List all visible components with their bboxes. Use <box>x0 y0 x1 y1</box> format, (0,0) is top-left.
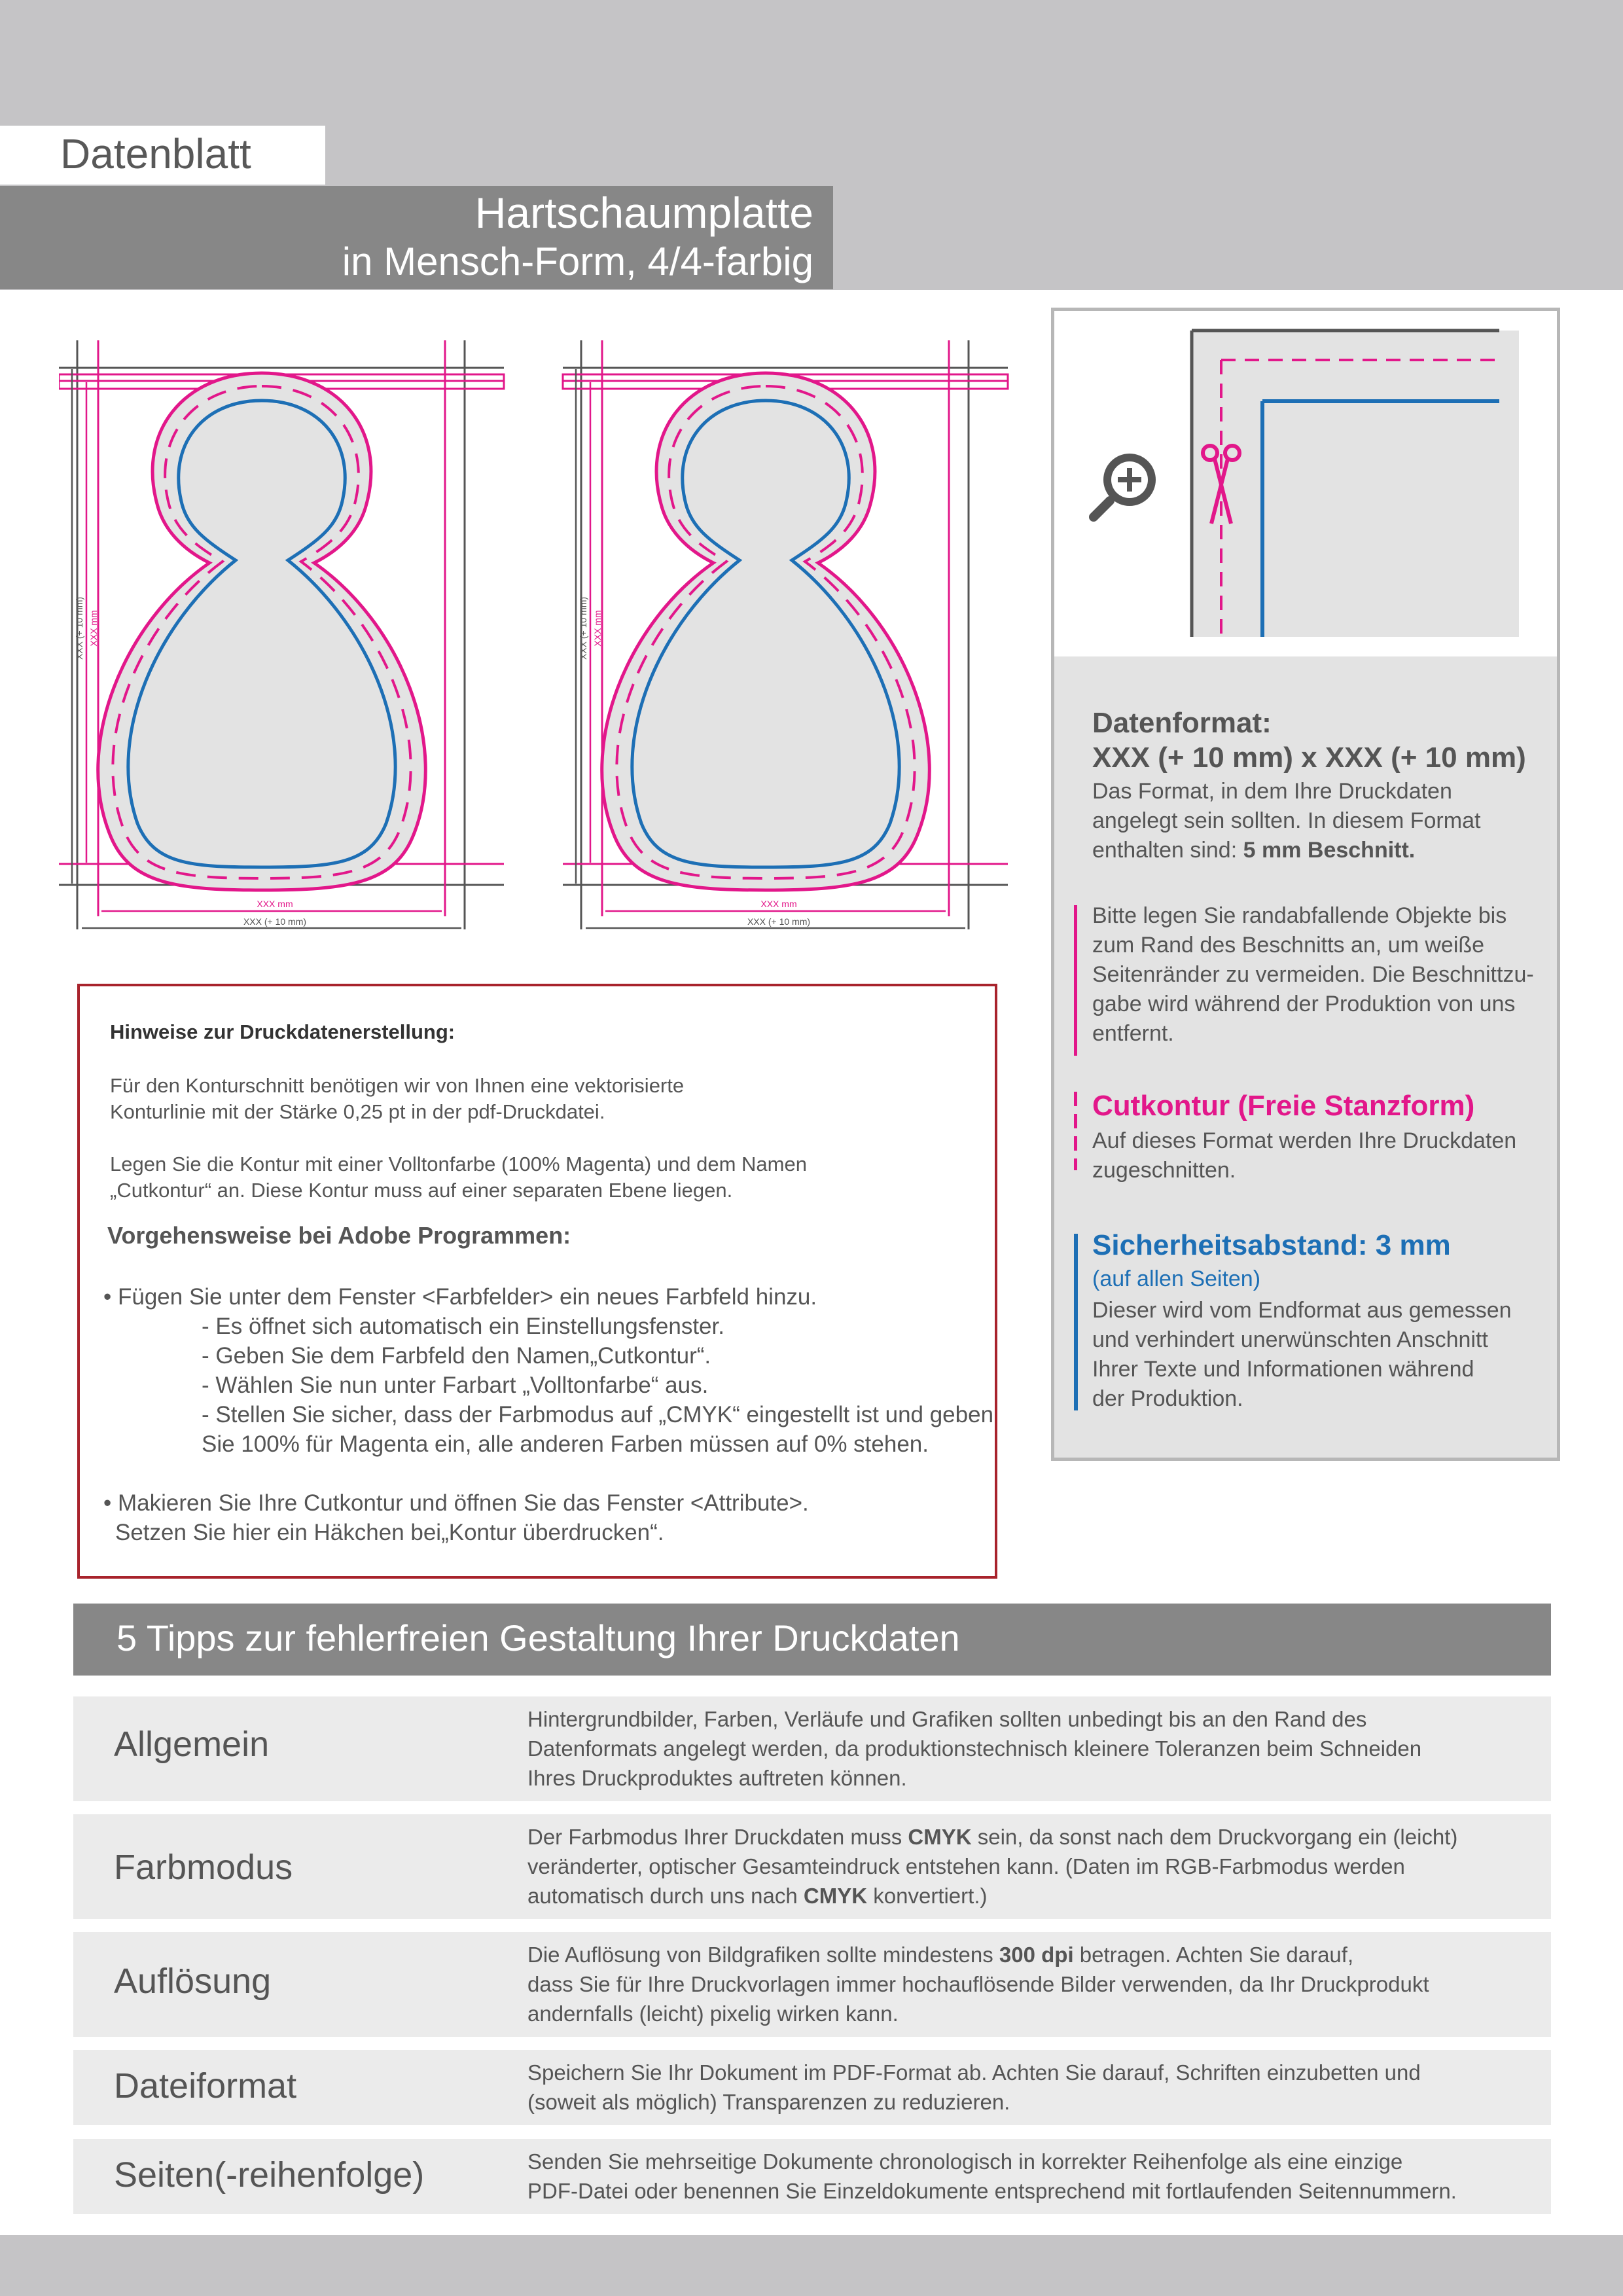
tip-label: Farbmodus <box>114 1848 293 1887</box>
safety-description: Dieser wird vom Endformat aus gemessen und verhindert unerwünschten Anschnitt Ihrer Texte und Informationen während der Produktion. <box>1092 1298 1512 1411</box>
width-inner-label: XXX mm <box>760 899 797 909</box>
safety-subheading: (auf allen Seiten) <box>1092 1266 1261 1291</box>
height-outer-label: XXX (+ 10 mm) <box>578 596 588 660</box>
adobe-steps: • Fügen Sie unter dem Fenster <Farbfelder> ein neues Farbfeld hinzu. - Es öffnet sich automatisch ein Einstellungsfenster. - Geben Sie dem Farbfeld den Namen„Cutkontur“. - Wählen Sie nun unter Farbart „Volltonfarbe“ aus. - Stellen Sie sicher, dass der Farbmodus auf „CMYK“ eingestellt ist und geben Sie 100% für Magenta ein, alle anderen Farben müssen auf 0% stehen. • Makieren Sie Ihre Cutkontur und öffnen Sie das Fenster <Attribute>. Setzen Sie hier ein Häkchen bei„Kontur überdrucken“. <box>103 1284 994 1545</box>
tip-row <box>73 1932 1551 2037</box>
tip-row <box>73 1814 1551 1919</box>
title-bar <box>0 186 833 289</box>
tip-row <box>73 1696 1551 1801</box>
adobe-heading: Vorgehensweise bei Adobe Programmen: <box>107 1222 571 1249</box>
safety-heading: Sicherheitsabstand: 3 mm <box>1092 1229 1451 1261</box>
bleed-marker <box>1074 905 1077 1056</box>
format-size: XXX (+ 10 mm) x XXX (+ 10 mm) <box>1092 742 1526 774</box>
hints-paragraph-1: Für den Konturschnitt benötigen wir von Ihnen eine vektorisierte Konturlinie mit der Stärke 0,25 pt in der pdf-Druckdatei. <box>110 1074 685 1123</box>
width-outer-label: XXX (+ 10 mm) <box>747 916 811 927</box>
tip-text: Hintergrundbilder, Farben, Verläufe und Grafiken sollten unbedingt bis an den Rand des Datenformats angelegt werden, da produktionstechnisch kleinere Toleranzen beim Schneiden Ihres Druckproduktes auftreten können. <box>527 1707 1422 1790</box>
tip-text: Die Auflösung von Bildgrafiken sollte mindestens 300 dpi betragen. Achten Sie darauf, dass Sie für Ihre Druckvorlagen immer hochauflösende Bilder verwenden, da Ihr Druckprodukt andernfalls (leicht) pixelig wirken kann. <box>527 1943 1429 2026</box>
print-data-hints <box>77 984 997 1579</box>
zoom-detail <box>1054 311 1557 656</box>
safety-marker <box>1074 1234 1078 1410</box>
tip-label: Dateiformat <box>114 2066 297 2106</box>
tip-label: Auflösung <box>114 1962 272 2001</box>
format-description: Das Format, in dem Ihre Druckdaten angelegt sein sollten. In diesem Format enthalten sind: 5 mm Beschnitt. <box>1092 779 1481 863</box>
tip-label: Seiten(-reihenfolge) <box>114 2155 425 2195</box>
height-inner-label: XXX mm <box>88 610 99 647</box>
height-outer-label: XXX (+ 10 mm) <box>74 596 84 660</box>
cutcontour-marker <box>1074 1092 1077 1170</box>
tip-text: Speichern Sie Ihr Dokument im PDF-Format ab. Achten Sie darauf, Schriften einzubetten und (soweit als möglich) Transparenzen zu reduzieren. <box>527 2060 1421 2114</box>
cutcontour-heading: Cutkontur (Freie Stanzform) <box>1092 1090 1475 1122</box>
width-inner-label: XXX mm <box>257 899 293 909</box>
product-subtitle: in Mensch-Form, 4/4-farbig <box>342 240 813 283</box>
tip-text: Der Farbmodus Ihrer Druckdaten muss CMYK sein, da sonst nach dem Druckvorgang ein (leicht) veränderter, optischer Gesamteindruck entstehen kann. (Daten im RGB-Farbmodus werden automatisch durch uns nach CMYK konvertiert.) <box>527 1825 1458 1908</box>
hints-paragraph-2: Legen Sie die Kontur mit einer Volltonfarbe (100% Magenta) und dem Namen „Cutkontur“ an. Diese Kontur muss auf einer separaten Ebene liegen. <box>110 1153 807 1202</box>
format-heading: Datenformat: <box>1092 707 1272 739</box>
cutcontour-description: Auf dieses Format werden Ihre Druckdaten zugeschnitten. <box>1092 1128 1517 1183</box>
zoom-in-icon <box>1094 454 1156 517</box>
product-title: Hartschaumplatte <box>474 188 813 237</box>
tips-header <box>73 1604 1551 1676</box>
datasheet-label: Datenblatt <box>60 130 251 177</box>
tip-row <box>73 2139 1551 2214</box>
width-outer-label: XXX (+ 10 mm) <box>243 916 307 927</box>
tip-label: Allgemein <box>114 1725 270 1764</box>
bleed-description: Bitte legen Sie randabfallende Objekte bis zum Rand des Beschnitts an, um weiße Seitenränder zu vermeiden. Die Beschnittzu- gabe wird während der Produktion von uns entfernt. <box>1092 903 1534 1046</box>
tips-title: 5 Tipps zur fehlerfreien Gestaltung Ihrer Druckdaten <box>116 1617 960 1659</box>
hints-heading: Hinweise zur Druckdatenerstellung: <box>110 1020 455 1043</box>
shape-diagrams <box>59 340 1027 942</box>
bottom-band <box>0 2235 1623 2296</box>
tip-text: Senden Sie mehrseitige Dokumente chronologisch in korrekter Reihenfolge als eine einzige PDF-Datei oder benennen Sie Einzeldokumente entsprechend mit fortlaufenden Seitennummern. <box>527 2149 1457 2203</box>
tip-row <box>73 2050 1551 2125</box>
format-info-panel <box>1051 308 1560 1461</box>
height-inner-label: XXX mm <box>592 610 603 647</box>
